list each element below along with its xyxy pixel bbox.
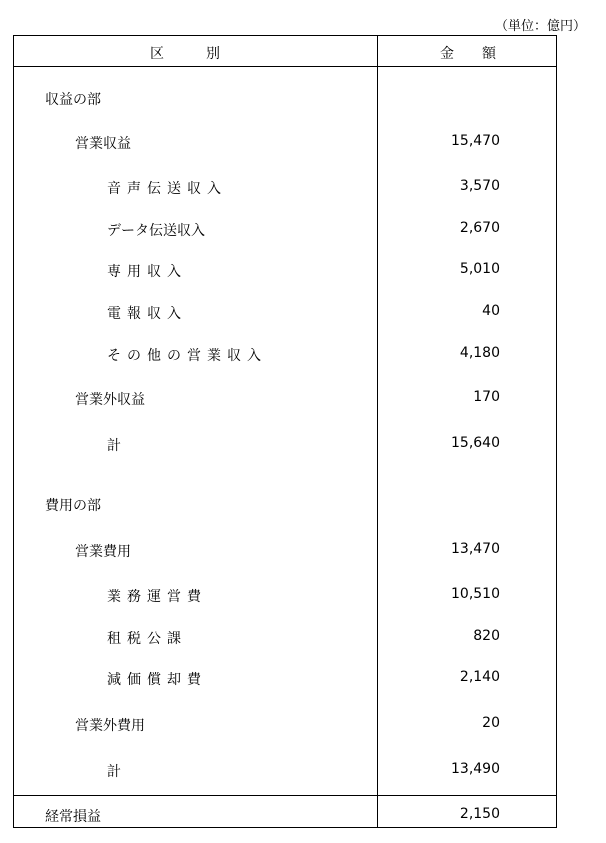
row-amount: 4,180 [459, 345, 500, 361]
column-divider [377, 35, 378, 828]
row-amount: 2,140 [459, 669, 500, 685]
row-label: 経常損益 [45, 809, 101, 825]
table-row [0, 628, 606, 648]
row-label: 収益の部 [45, 92, 101, 108]
statement-table [13, 35, 557, 828]
row-label: 租税公課 [107, 631, 187, 647]
row-label: 営業外費用 [75, 718, 145, 734]
subtotal-row [0, 435, 606, 455]
table-row [0, 715, 606, 735]
row-amount: 820 [473, 628, 500, 644]
unit-note: （単位：億円） [494, 19, 586, 34]
row-label: その他の営業収入 [107, 348, 267, 364]
table-row [0, 541, 606, 561]
row-label: 計 [107, 764, 121, 780]
row-amount: 2,150 [459, 806, 500, 822]
section-row-expense [0, 495, 606, 515]
row-amount: 15,640 [451, 435, 500, 451]
column-header-amount: 金 額 [440, 46, 496, 62]
table-row [0, 303, 606, 323]
row-amount: 13,490 [451, 761, 500, 777]
row-amount: 10,510 [451, 586, 500, 602]
row-label: 減価償却費 [107, 672, 207, 688]
header-divider [13, 66, 557, 67]
total-divider [13, 795, 557, 796]
row-label: 音声伝送収入 [107, 181, 227, 197]
section-row-revenue [0, 89, 606, 109]
row-amount: 5,010 [459, 261, 500, 277]
row-amount: 170 [473, 389, 500, 405]
row-amount: 3,570 [459, 178, 500, 194]
row-amount: 40 [482, 303, 500, 319]
table-row [0, 389, 606, 409]
ordinary-profit-row [0, 806, 606, 826]
row-label: 専用収入 [107, 264, 187, 280]
row-label: データ伝送収入 [107, 223, 205, 239]
row-label: 費用の部 [45, 498, 101, 514]
row-amount: 2,670 [459, 220, 500, 236]
row-amount: 13,470 [451, 541, 500, 557]
row-label: 業務運営費 [107, 589, 207, 605]
row-amount: 15,470 [451, 133, 500, 149]
table-row [0, 669, 606, 689]
row-amount: 20 [482, 715, 500, 731]
row-label: 営業収益 [75, 136, 131, 152]
table-row [0, 345, 606, 365]
table-row [0, 178, 606, 198]
row-label: 電報収入 [107, 306, 187, 322]
table-row [0, 261, 606, 281]
row-label: 営業外収益 [75, 392, 145, 408]
subtotal-row [0, 761, 606, 781]
column-header-category: 区 別 [150, 46, 220, 62]
table-row [0, 220, 606, 240]
row-label: 計 [107, 438, 121, 454]
row-label: 営業費用 [75, 544, 131, 560]
table-row [0, 586, 606, 606]
table-row [0, 133, 606, 153]
